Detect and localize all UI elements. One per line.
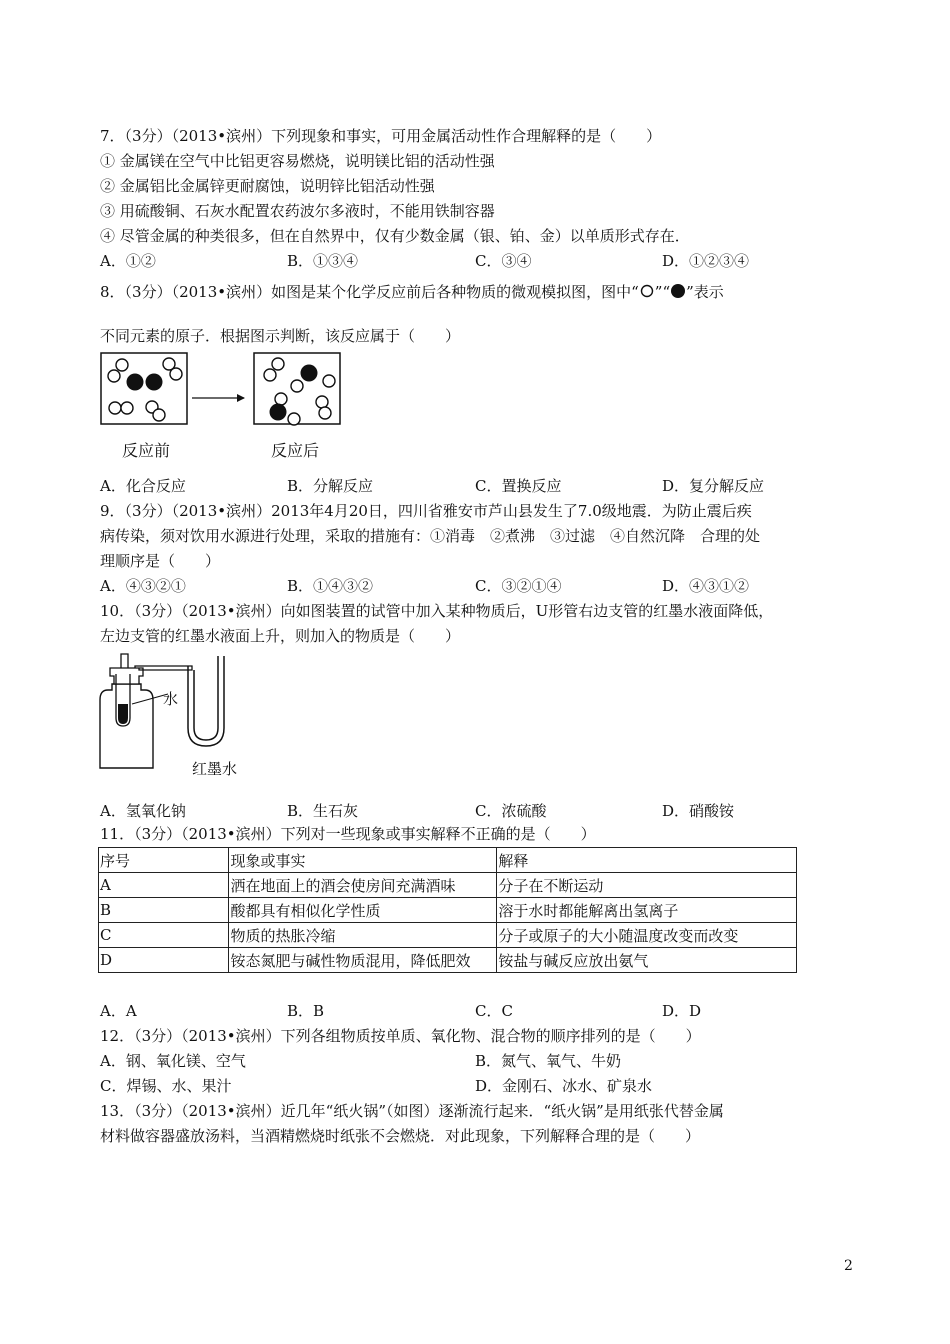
q8-option-c: C．置换反应 — [475, 477, 562, 495]
q11-table — [98, 847, 797, 973]
q7-option-d: D．①②③④ — [662, 252, 750, 270]
q11-stem: 11．（3分）（2013•滨州）下列对一些现象或事实解释不正确的是（ ） — [100, 825, 596, 843]
table-header-cell: 现象或事实 — [229, 848, 497, 873]
q9-stem-line-3: 理顺序是（ ） — [100, 552, 221, 570]
q13-stem-line-2: 材料做容器盛放汤料，当酒精燃烧时纸张不会燃烧．对此现象，下列解释合理的是（ ） — [100, 1127, 701, 1145]
q12-option-b: B．氮气、氧气、牛奶 — [475, 1052, 622, 1070]
table-cell: 铵态氮肥与碱性物质混用，降低肥效 — [229, 948, 497, 973]
q8-option-b: B．分解反应 — [287, 477, 374, 495]
q11-option-a: A．A — [100, 1002, 137, 1020]
q7-stem: 7．（3分）（2013•滨州）下列现象和事实，可用金属活动性作合理解释的是（ ） — [100, 127, 662, 145]
table-cell: 溶于水时都能解离出氢离子 — [497, 898, 797, 923]
q8-stem — [100, 282, 724, 302]
q10-stem-line-2: 左边支管的红墨水液面上升，则加入的物质是（ ） — [100, 627, 461, 645]
q11-option-c: C．C — [475, 1002, 513, 1020]
u-tube-inner — [194, 656, 218, 740]
q12-stem: 12．（3分）（2013•滨州）下列各组物质按单质、氧化物、混合物的顺序排列的是（ ） — [100, 1027, 701, 1045]
q7-item-1: ① 金属镁在空气中比铝更容易燃烧，说明镁比铝的活动性强 — [100, 152, 495, 170]
table-row — [99, 873, 797, 898]
table-cell: A — [99, 873, 229, 898]
q12-option-c: C．焊锡、水、果汁 — [100, 1077, 232, 1095]
q7-option-a: A．①② — [100, 252, 156, 270]
q8-stem-part-3: ”表示 — [686, 283, 724, 301]
q9-stem-line-1: 9．（3分）（2013•滨州）2013年4月20日，四川省雅安市芦山县发生了7.0级地震．为防止震后疾 — [100, 502, 752, 520]
q10-option-a: A．氢氧化钠 — [100, 802, 186, 820]
table-cell: 铵盐与碱反应放出氨气 — [497, 948, 797, 973]
label-red-ink: 红墨水 — [192, 760, 238, 778]
q7-item-2: ② 金属铝比金属锌更耐腐蚀，说明锌比铝活动性强 — [100, 177, 435, 195]
table-cell: 分子在不断运动 — [497, 873, 797, 898]
q10-option-b: B．生石灰 — [287, 802, 359, 820]
q7-option-c: C．③④ — [475, 252, 532, 270]
q11-option-d: D．D — [662, 1002, 702, 1020]
table-row — [99, 948, 797, 973]
open-circle-icon — [639, 283, 655, 299]
table-header-cell: 序号 — [99, 848, 229, 873]
filled-circle-icon — [670, 283, 686, 299]
q13-stem-line-1: 13．（3分）（2013•滨州）近几年“纸火锅”（如图）逐渐流行起来．“纸火锅”是用纸张代替金属 — [100, 1102, 724, 1120]
q8-stem-line-2: 不同元素的原子．根据图示判断，该反应属于（ ） — [100, 327, 461, 345]
label-before-reaction: 反应前 — [122, 441, 171, 460]
table-cell: 酸都具有相似化学性质 — [229, 898, 497, 923]
q10-option-d: D．硝酸铵 — [662, 802, 735, 820]
label-water: 水 — [163, 690, 179, 708]
q7-item-3: ③ 用硫酸铜、石灰水配置农药波尔多液时，不能用铁制容器 — [100, 202, 495, 220]
table-cell: 洒在地面上的酒会使房间充满酒味 — [229, 873, 497, 898]
q12-option-d: D．金刚石、冰水、矿泉水 — [475, 1077, 653, 1095]
q11-option-b: B．B — [287, 1002, 325, 1020]
table-cell: 物质的热胀冷缩 — [229, 923, 497, 948]
stopper — [110, 668, 143, 684]
q9-option-d: D．④③①② — [662, 577, 750, 595]
q9-option-a: A．④③②① — [100, 577, 186, 595]
u-tube-apparatus-diagram — [98, 650, 248, 775]
table-cell: B — [99, 898, 229, 923]
table-cell: C — [99, 923, 229, 948]
table-cell: 分子或原子的大小随温度改变而改变 — [497, 923, 797, 948]
q8-stem-part-2: ”“ — [654, 283, 671, 301]
q7-option-b: B．①③④ — [287, 252, 359, 270]
table-header-row — [99, 848, 797, 873]
q9-option-c: C．③②①④ — [475, 577, 562, 595]
reaction-micro-diagram — [98, 350, 343, 430]
table-row — [99, 923, 797, 948]
tube-contents — [118, 704, 128, 724]
dropper — [121, 654, 128, 668]
label-after-reaction: 反应后 — [271, 441, 320, 460]
q9-stem-line-2: 病传染，须对饮用水源进行处理，采取的措施有：①消毒 ②煮沸 ③过滤 ④自然沉降 合理的处 — [100, 527, 761, 545]
table-header-cell: 解释 — [497, 848, 797, 873]
q8-option-a: A．化合反应 — [100, 477, 186, 495]
q10-stem-line-1: 10．（3分）（2013•滨州）向如图装置的试管中加入某种物质后，U形管右边支管的红墨水液面降低， — [100, 602, 774, 620]
q7-item-4: ④ 尽管金属的种类很多，但在自然界中，仅有少数金属（银、铂、金）以单质形式存在． — [100, 227, 690, 245]
q9-option-b: B．①④③② — [287, 577, 374, 595]
q8-option-d: D．复分解反应 — [662, 477, 765, 495]
table-cell: D — [99, 948, 229, 973]
q10-option-c: C．浓硫酸 — [475, 802, 547, 820]
q12-option-a: A．钢、氧化镁、空气 — [100, 1052, 246, 1070]
table-row — [99, 898, 797, 923]
page-number: 2 — [844, 1258, 853, 1274]
q8-stem-part-1: 8．（3分）（2013•滨州）如图是某个化学反应前后各种物质的微观模拟图，图中“ — [100, 283, 639, 301]
